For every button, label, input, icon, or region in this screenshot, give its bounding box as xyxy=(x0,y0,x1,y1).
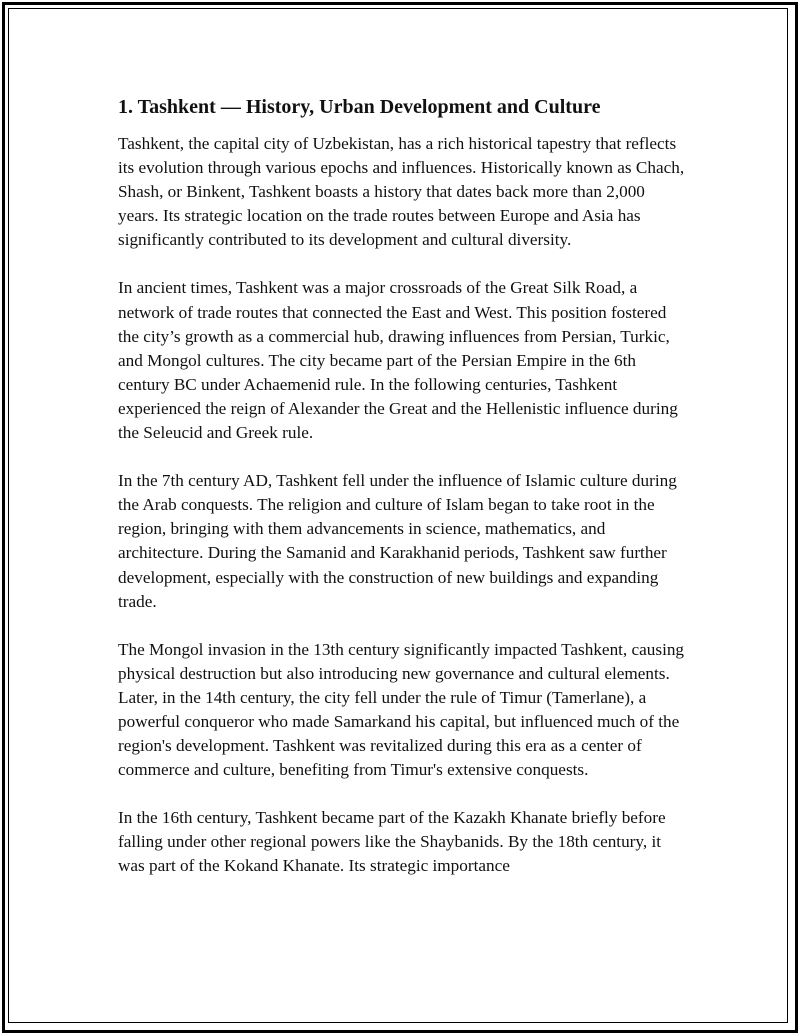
paragraph-ancient-times: In ancient times, Tashkent was a major crossroads of the Great Silk Road, a network of trade routes that connected the East and West. This position fostered the city’s growth as a commercial hub, drawing influences from Persian, Turkic, and Mongol cultures. The city became part of the Persian Empire in the 6th century BC under Achaemenid rule. In the following centuries, Tashkent experienced the reign of Alexander the Great and the Hellenistic influence during the Seleucid and Greek rule. xyxy=(118,278,678,443)
document-body xyxy=(118,93,688,903)
paragraph-islamic-period: In the 7th century AD, Tashkent fell under the influence of Islamic culture during the Arab conquests. The religion and culture of Islam began to take root in the region, bringing with them advancements in science, mathematics, and architecture. During the Samanid and Karakhanid periods, Tashkent saw further development, especially with the construction of new buildings and expanding trade. xyxy=(118,471,677,611)
section-heading: 1. Tashkent — History, Urban Development and Culture xyxy=(118,96,601,118)
paragraph-mongol-timurid: The Mongol invasion in the 13th century significantly impacted Tashkent, causing physical destruction but also introducing new governance and cultural elements. Later, in the 14th century, the city fell under the rule of Timur (Tamerlane), a powerful conqueror who made Samarkand his capital, but influenced much of the region's development. Tashkent was revitalized during this era as a center of commerce and culture, benefiting from Timur's extensive conquests. xyxy=(118,639,685,780)
paragraph-khanates: In the 16th century, Tashkent became part of the Kazakh Khanate briefly before falling under other regional powers like the Shaybanids. By the 18th century, it was part of the Kokand Khanate. Its strategic importance xyxy=(118,808,666,876)
paragraph-intro: Tashkent, the capital city of Uzbekistan, has a rich historical tapestry that reflects its evolution through various epochs and influences. Historically known as Chach, Shash, or Binkent, Tashkent boasts a history that dates back more than 2,000 years. Its strategic location on the trade routes between Europe and Asia has significantly contributed to its development and cultural diversity. xyxy=(118,134,685,250)
